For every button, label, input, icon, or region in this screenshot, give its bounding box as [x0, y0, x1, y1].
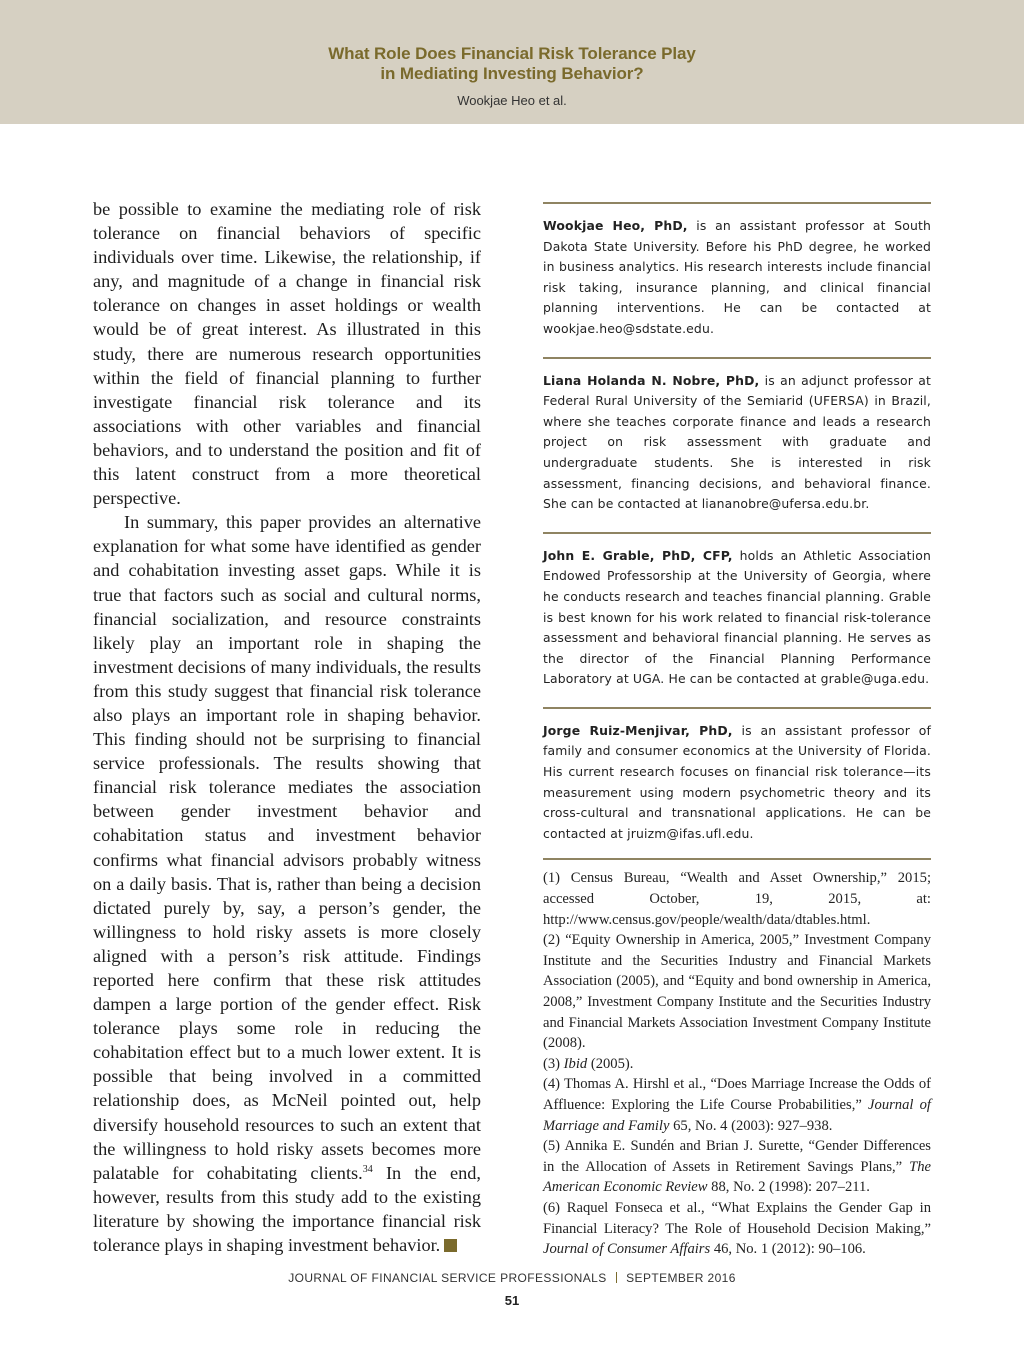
issue-date: SEPTEMBER 2016 [626, 1271, 736, 1285]
endnote-text-after: 46, No. 1 (2012): 90–106. [710, 1241, 866, 1258]
endnote [543, 868, 931, 930]
author-bio-name: Jorge Ruiz-Menjivar, PhD, [543, 722, 733, 738]
article-title-line-2: in Mediating Investing Behavior? [380, 64, 644, 83]
article-authors: Wookjae Heo et al. [457, 93, 567, 108]
footer-separator [616, 1272, 618, 1283]
endnote-text-after: (2005). [587, 1055, 634, 1072]
author-bio [543, 532, 931, 690]
sidebar-column [543, 202, 931, 1260]
author-bio-name: Liana Holanda N. Nobre, PhD, [543, 372, 760, 388]
author-bio [543, 357, 931, 515]
endnote-text: (2) “Equity Ownership in America, 2005,” Investment Company Institute and the Securities Industry and Financial Markets Association (2005), and “Equity and bond ownership in America, 2008,” Investment Company Institute and the Securities Industry and Financial Markets Association Investment Company Institute (2008). [543, 932, 931, 1052]
body-paragraph-2 [93, 510, 481, 1257]
endnote-text: (1) Census Bureau, “Wealth and Asset Ownership,” 2015; accessed October, 19, 2015, at: http://www.census.gov/people/wealth/data/dtables.html. [543, 870, 931, 928]
endnote-italic-title: Journal of Consumer Affairs [543, 1241, 711, 1258]
author-bio-text: is an assistant professor at South Dakota State University. Before his PhD degree, he worked in business analytics. His research interests include financial risk taking, insurance planning, and clinical financial planning interventions. He can be contacted at wookjae.heo@sdstate.edu. [543, 218, 931, 336]
endnote-italic-title: Journal of Marriage and Family [543, 1096, 931, 1134]
endnote-italic-title: Ibid [563, 1055, 588, 1072]
endnote-text: (3) [543, 1055, 564, 1072]
body-paragraph-1: be possible to examine the mediating role of risk tolerance on financial behaviors of specific individuals over time. Likewise, the relationship, if any, and magnitude of a change in financial risk tolerance on changes in asset holdings or wealth would be of great interest. As illustrated in this study, there are numerous research opportunities within the field of financial planning to further investigate financial risk tolerance and its associations with other variables and financial behaviors, and to understand the position and fit of this latent construct from a more theoretical perspective. [93, 199, 481, 509]
endnote-text: (5) Annika E. Sundén and Brian J. Surette, “Gender Differences in the Allocation of Assets in Retirement Savings Plans,” [543, 1138, 931, 1175]
author-bio-text: is an assistant professor of family and consumer economics at the University of Florida. His current research focuses on financial risk tolerance—its measurement using modern psychometric theory and its cross-cultural and transnational applications. He can be contacted at jruizm@ifas.ufl.edu. [543, 722, 931, 841]
author-bio [543, 202, 931, 340]
page-footer [0, 1271, 1024, 1285]
author-bio-name: Wookjae Heo, PhD, [543, 218, 688, 233]
endnote-text: (4) Thomas A. Hirshl et al., “Does Marriage Increase the Odds of Affluence: Exploring the Life Course Probabilities,” [543, 1076, 931, 1113]
endnotes [543, 858, 931, 1259]
endnote [543, 1198, 931, 1260]
endnote [543, 1054, 931, 1075]
author-bio-text: is an adjunct professor at Federal Rural University of the Semiarid (UFERSA) in Brazil, where she teaches corporate finance and leads a research project on risk assessment with graduate and undergraduate students. She is interested in risk assessment, financing decisions, and behavioral finance. She can be contacted at liananobre@ufersa.edu.br. [543, 372, 931, 512]
author-bio [543, 707, 931, 845]
article-title-line-1: What Role Does Financial Risk Tolerance Play [328, 44, 696, 63]
page-number: 51 [504, 1293, 520, 1308]
article-title [0, 44, 1024, 84]
header-band [0, 0, 1024, 124]
body-paragraph-2-part-1: In summary, this paper provides an alternative explanation for what some have identified as gender and cohabitation investing asset gaps. While it is true that factors such as social and cultural norms, financial socialization, and resource constraints likely play an important role in shaping the investment decisions of many individuals, the results from this study suggest that financial risk tolerance also plays an important role in shaping behavior. This finding should not be surprising to financial service professionals. The results showing that financial risk tolerance mediates the association between gender investment behavior and cohabitation status and investment behavior confirms what financial advisors probably witness on a daily basis. That is, rather than being a decision dictated purely by, say, a person’s gender, the willingness to hold risky assets is more closely aligned with a person’s risk attitude. Findings reported here confirm that these risk attitudes dampen a large portion of the gender effect. Risk tolerance plays some role in reducing the cohabitation effect but to a much lower extent. It is possible that being involved in a committed relationship does, as McNeil pointed out, help diversify household resources to such an extent that the willingness to hold risky assets becomes more palatable for cohabitating clients. [93, 512, 481, 1183]
endnote [543, 1074, 931, 1136]
body-text-column [93, 197, 481, 1257]
body-paragraph-2-part-2: In the end, however, results from this study add to the existing literature by showing the importance financial risk tolerance plays in shaping investment behavior. [93, 1162, 481, 1256]
endnote [543, 930, 931, 1054]
author-bio-text: holds an Athletic Association Endowed Professorship at the University of Georgia, where he conducts research and teaches financial planning. Grable is best known for his work related to financial risk-tolerance assessment and behavioral financial planning. He serves as the director of the Financial Planning Performance Laboratory at UGA. He can be contacted at grable@uga.edu. [543, 547, 931, 687]
footnote-reference: 34 [362, 1163, 373, 1175]
author-bio-name: John E. Grable, PhD, CFP, [543, 547, 733, 563]
endnote-italic-title: The American Economic Review [543, 1158, 931, 1196]
endnote-text-after: 65, No. 4 (2003): 927–938. [669, 1117, 833, 1134]
endnote-text-after: 88, No. 2 (1998): 207–211. [707, 1179, 870, 1196]
end-of-article-square-icon [444, 1239, 457, 1252]
endnote-text: (6) Raquel Fonseca et al., “What Explains the Gender Gap in Financial Literacy? The Role of Household Decision Making,” [543, 1199, 931, 1237]
journal-name: JOURNAL OF FINANCIAL SERVICE PROFESSIONALS [288, 1271, 607, 1285]
endnote [543, 1136, 931, 1198]
